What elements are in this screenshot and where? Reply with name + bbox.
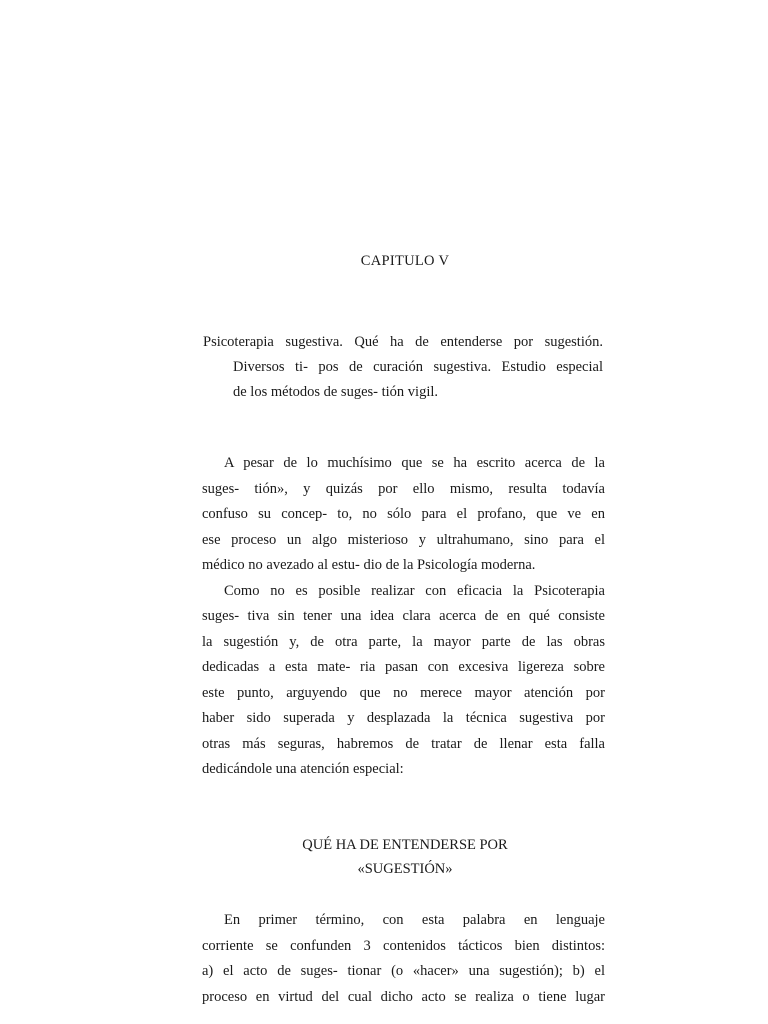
chapter-title: CAPITULO V xyxy=(360,253,450,269)
text-line: suges- tión», y quizás por ello mismo, resulta todavía xyxy=(202,480,605,497)
text-line: confuso su concep- to, no sólo para el profano, que ve en xyxy=(202,506,605,522)
text-line: corriente se confunden 3 contenidos tácticos bien distintos: xyxy=(202,937,605,954)
text-line: dedicándole una atención especial: xyxy=(202,761,404,777)
summary-line: de los métodos de suges- tión vigil. xyxy=(233,384,438,400)
summary-line: Diversos ti- pos de curación sugestiva. Estudio especial xyxy=(233,359,603,375)
paragraph xyxy=(202,451,605,579)
section-heading-line: «SUGESTIÓN» xyxy=(357,861,453,877)
summary-line: Psicoterapia sugestiva. Qué ha de entenderse por sugestión. xyxy=(203,334,603,350)
text-line: la sugestión y, de otra parte, la mayor parte de las obras xyxy=(202,633,605,650)
text-line: A pesar de lo muchísimo que se ha escrito acerca de la xyxy=(224,455,605,471)
text-line: este punto, arguyendo que no merece mayor atención por xyxy=(202,684,605,701)
text-line: Como no es posible realizar con eficacia la Psicoterapia xyxy=(224,582,605,599)
section-heading xyxy=(0,833,768,881)
chapter-summary xyxy=(203,330,603,405)
text-line: otras más seguras, habremos de tratar de llenar esta falla xyxy=(202,735,605,752)
body-text-block xyxy=(202,908,605,1010)
text-line: ese proceso un algo misterioso y ultrahumano, sino para el xyxy=(202,531,605,548)
text-line: suges- tiva sin tener una idea clara acerca de en qué consiste xyxy=(202,608,605,624)
text-line: médico no avezado al estu- dio de la Psicología moderna. xyxy=(202,557,536,573)
paragraph xyxy=(202,579,605,783)
body-text-block xyxy=(202,451,605,783)
paragraph xyxy=(202,908,605,1010)
text-line: haber sido superada y desplazada la técnica sugestiva por xyxy=(202,710,605,726)
text-line: proceso en virtud del cual dicho acto se realiza o tiene lugar xyxy=(202,988,605,1005)
text-line: En primer término, con esta palabra en lenguaje xyxy=(224,912,605,928)
section-heading-line: QUÉ HA DE ENTENDERSE POR xyxy=(302,837,508,853)
text-line: a) el acto de suges- tionar (o «hacer» una sugestión); b) el xyxy=(202,963,605,979)
text-line: dedicadas a esta mate- ria pasan con excesiva ligereza sobre xyxy=(202,659,605,675)
